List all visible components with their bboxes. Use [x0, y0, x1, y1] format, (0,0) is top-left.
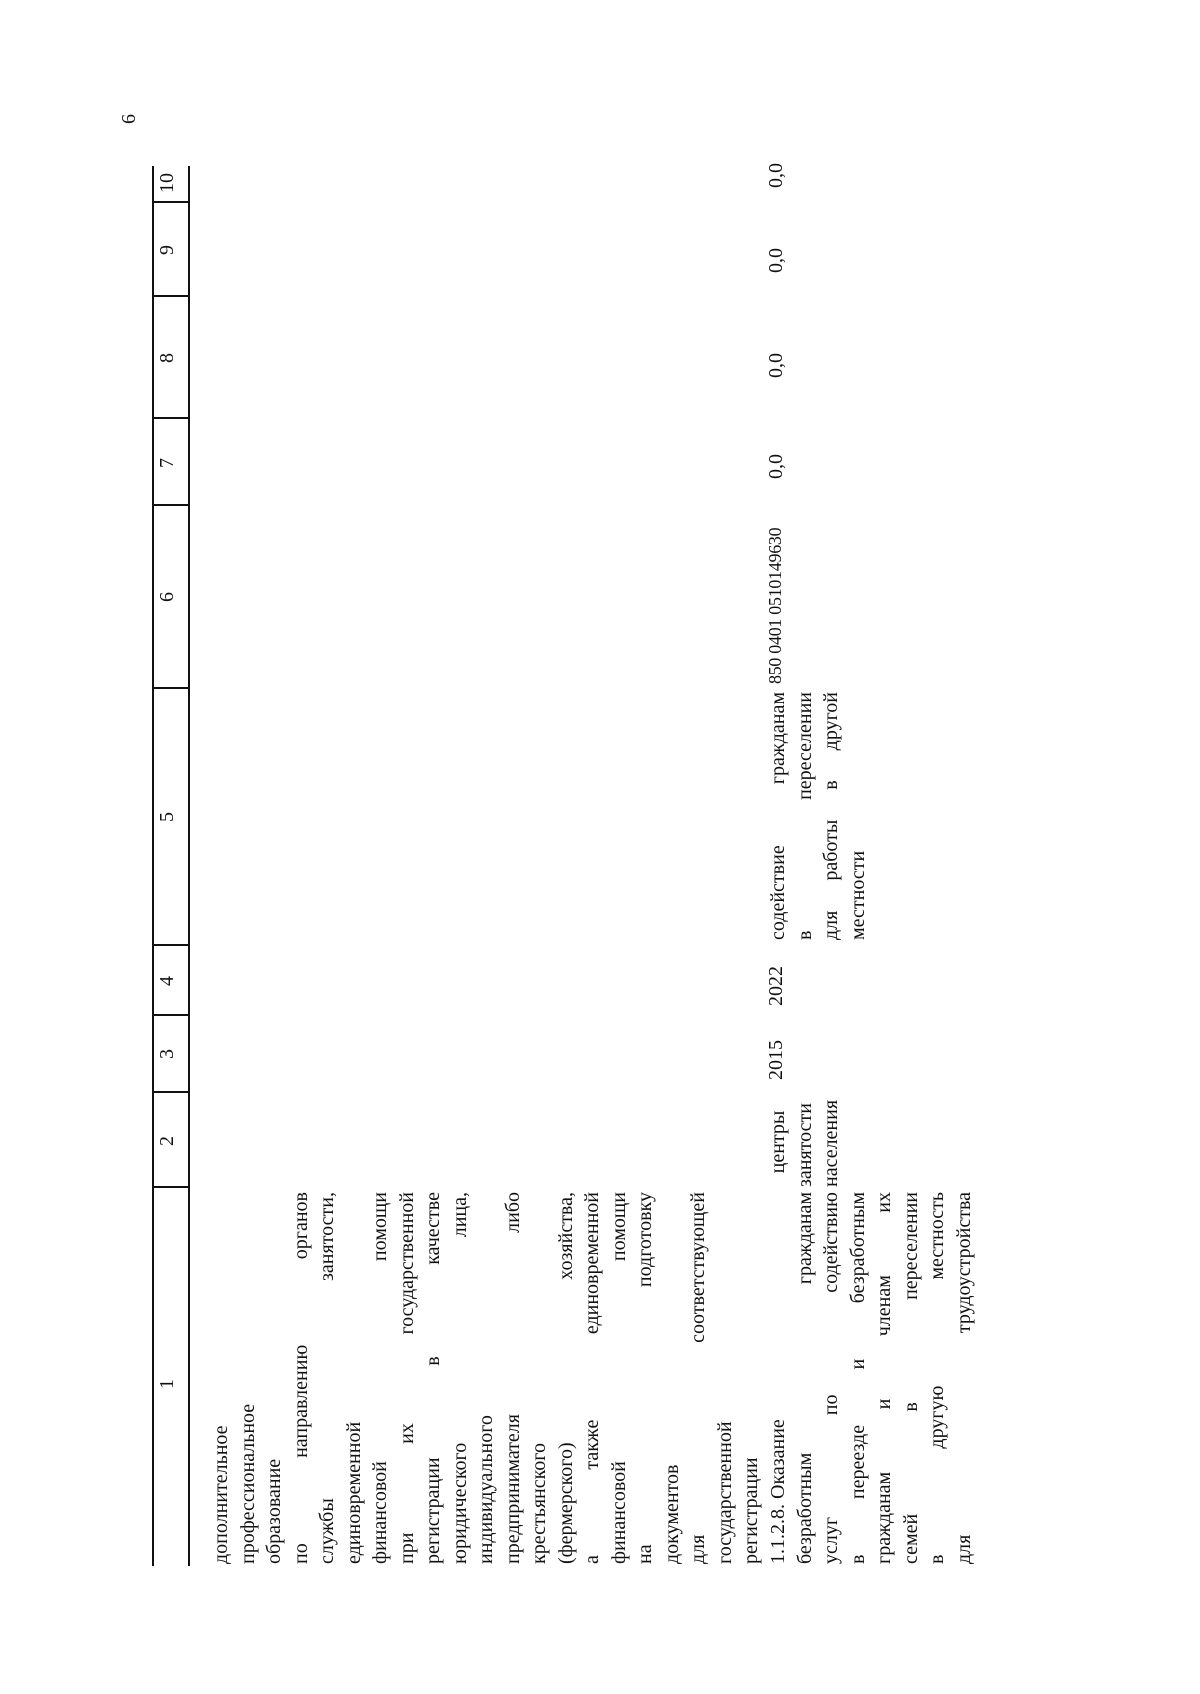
row-1128-value-col8: 0,0 [765, 353, 787, 378]
text-line: государственной [713, 1421, 736, 1564]
column-header: 4 [156, 976, 178, 986]
text-line: для работы в другой [820, 692, 842, 940]
column-header: 3 [156, 1049, 178, 1059]
continued-row-description [208, 1192, 765, 1564]
text-line: дополнительное [210, 1425, 232, 1564]
table-top-rule [152, 166, 154, 1566]
col-divider [152, 687, 188, 689]
text-line: для соответствующей [687, 1192, 709, 1564]
row-1128-value-col9: 0,0 [765, 248, 787, 273]
col-divider [152, 1186, 188, 1188]
row-1128-value-col7: 0,0 [765, 454, 787, 479]
text-line: центры [767, 1110, 789, 1174]
text-line: регистрации в качестве [422, 1192, 444, 1564]
text-line: единовременной [342, 1421, 365, 1564]
text-line: населения [820, 1099, 842, 1187]
column-header: 1 [156, 1379, 178, 1389]
text-line: услуг по содействию [820, 1192, 842, 1564]
text-line: (фермерского) хозяйства, [554, 1192, 577, 1564]
col-divider [152, 201, 188, 203]
text-line: а также единовременной [581, 1192, 603, 1564]
text-line: в другую местность [926, 1192, 948, 1564]
text-line: в переселении [793, 692, 816, 940]
column-header: 8 [156, 353, 178, 363]
text-line: безработным гражданам [793, 1192, 816, 1564]
column-header: 2 [156, 1136, 178, 1146]
column-header: 7 [156, 458, 178, 468]
column-header: 5 [156, 812, 178, 822]
row-1128-expected-result [765, 692, 871, 940]
text-line: в переезде и безработным [846, 1192, 869, 1564]
row-1128-end-year: 2022 [765, 966, 787, 1006]
text-line: крестьянского [528, 1442, 550, 1564]
col-divider [152, 417, 188, 419]
text-line: занятости [793, 1103, 816, 1187]
text-line: индивидуального [475, 1415, 497, 1564]
row-1128-executor [765, 1097, 845, 1187]
col-divider [152, 944, 188, 946]
text-line: службы занятости, [316, 1192, 338, 1564]
text-line: на подготовку [634, 1192, 656, 1564]
row-1128-start-year: 2015 [765, 1040, 787, 1080]
page-number: 6 [118, 114, 140, 124]
row-1128-budget-code: 850 0401 0510149630 [765, 527, 785, 684]
column-header: 9 [156, 245, 178, 255]
text-line: местности [846, 850, 869, 940]
text-line: юридического лица, [448, 1192, 471, 1564]
text-line: семей в переселении [899, 1192, 922, 1564]
text-line: профессиональное [236, 1403, 259, 1564]
text-line: 1.1.2.8. Оказание [767, 1419, 789, 1564]
text-line: образование [263, 1458, 285, 1564]
table-header-rule [188, 166, 190, 1566]
text-line: документов [660, 1464, 683, 1564]
text-line: финансовой помощи [369, 1192, 391, 1564]
text-line: для трудоустройства [952, 1192, 975, 1564]
text-line: гражданам и членам их [873, 1192, 895, 1564]
col-divider [152, 504, 188, 506]
column-header: 6 [156, 592, 178, 602]
text-line: финансовой помощи [607, 1192, 630, 1564]
column-header: 10 [156, 173, 178, 193]
text-line: предпринимателя либо [501, 1192, 524, 1564]
text-line: регистрации [740, 1457, 762, 1564]
col-divider [152, 1014, 188, 1016]
text-line: по направлению органов [289, 1192, 312, 1564]
col-divider [152, 1091, 188, 1093]
col-divider [152, 295, 188, 297]
text-line: при их государственной [395, 1192, 418, 1564]
text-line: содействие гражданам [767, 692, 789, 940]
row-1128-value-col10: 0,0 [765, 163, 787, 188]
row-1128-description [765, 1192, 977, 1564]
